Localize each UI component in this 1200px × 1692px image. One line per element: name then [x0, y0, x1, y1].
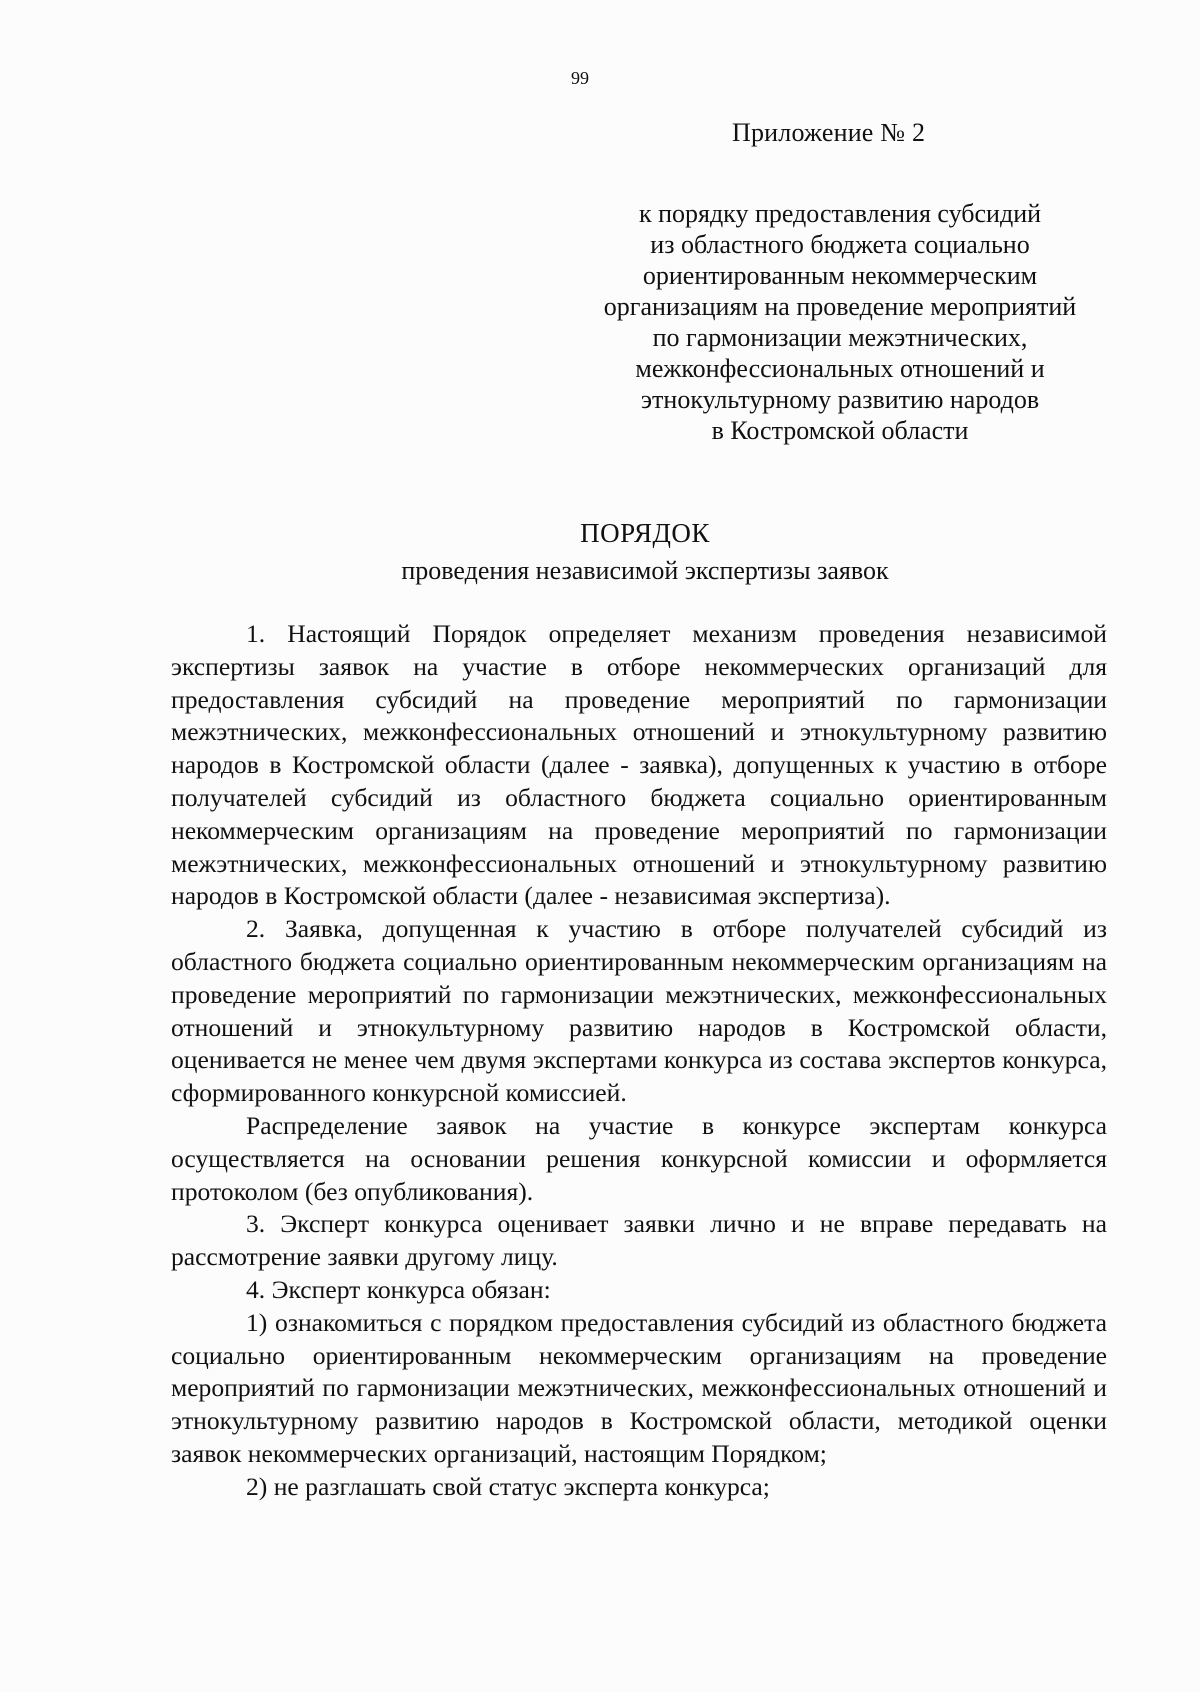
appendix-reference — [575, 198, 1105, 446]
appendix-line: организациям на проведение мероприятий — [603, 292, 1077, 321]
appendix-line: к порядку предоставления субсидий — [638, 199, 1042, 228]
document-subtitle: проведения независимой экспертизы заявок — [401, 556, 889, 585]
appendix-line: ориентированным некоммерческим — [642, 261, 1038, 290]
paragraph-distribution: Распределение заявок на участие в конкурсе экспертам конкурса осуществляется на основании решения конкурсной комиссии и оформляется протоколом (без опубликования). — [171, 1110, 1107, 1206]
document-title: ПОРЯДОК — [580, 518, 710, 548]
paragraph-4-item-2: 2) не разглашать свой статус эксперта конкурса; — [246, 1471, 770, 1501]
appendix-title: Приложение № 2 — [732, 118, 926, 147]
appendix-line: из областного бюджета социально — [650, 230, 1030, 259]
appendix-line: межконфессиональных отношений и — [635, 354, 1045, 383]
paragraph-4-item-1: 1) ознакомиться с порядком предоставления субсидий из областного бюджета социально ориентированным некоммерческим организациям на проведение мероприятий по гармонизации межэтнических, межконфессиональных отношений и этнокультурному развитию народов в Костромской области, методикой оценки заявок некоммерческих организаций, настоящим Порядком; — [171, 1307, 1107, 1468]
page-number: 99 — [571, 68, 589, 88]
document-body — [171, 618, 1107, 1504]
appendix-line: этнокультурному развитию народов — [640, 385, 1040, 414]
paragraph-1: 1. Настоящий Порядок определяет механизм проведения независимой экспертизы заявок на участие в отборе некоммерческих организаций для предоставления субсидий на проведение мероприятий по гармонизации межэтнических, межконфессиональных отношений и этнокультурному развитию народов в Костромской области (далее - заявка), допущенных к участию в отборе получателей субсидий из областного бюджета социально ориентированным некоммерческим организациям на проведение мероприятий по гармонизации межэтнических, межконфессиональных отношений и этнокультурному развитию народов в Костромской области (далее - независимая экспертиза). — [171, 619, 1107, 911]
appendix-line: по гармонизации межэтнических, — [652, 323, 1028, 352]
paragraph-4: 4. Эксперт конкурса обязан: — [246, 1274, 551, 1304]
paragraph-2: 2. Заявка, допущенная к участию в отборе получателей субсидий из областного бюджета социально ориентированным некоммерческим организациям на проведение мероприятий по гармонизации межэтнических, межконфессиональных отношений и этнокультурному развитию народов в Костромской области, оценивается не менее чем двумя экспертами конкурса из состава экспертов конкурса, сформированного конкурсной комиссией. — [171, 914, 1107, 1108]
paragraph-3: 3. Эксперт конкурса оценивает заявки лично и не вправе передавать на рассмотрение заявки другому лицу. — [171, 1209, 1107, 1272]
appendix-line: в Костромской области — [711, 416, 969, 445]
